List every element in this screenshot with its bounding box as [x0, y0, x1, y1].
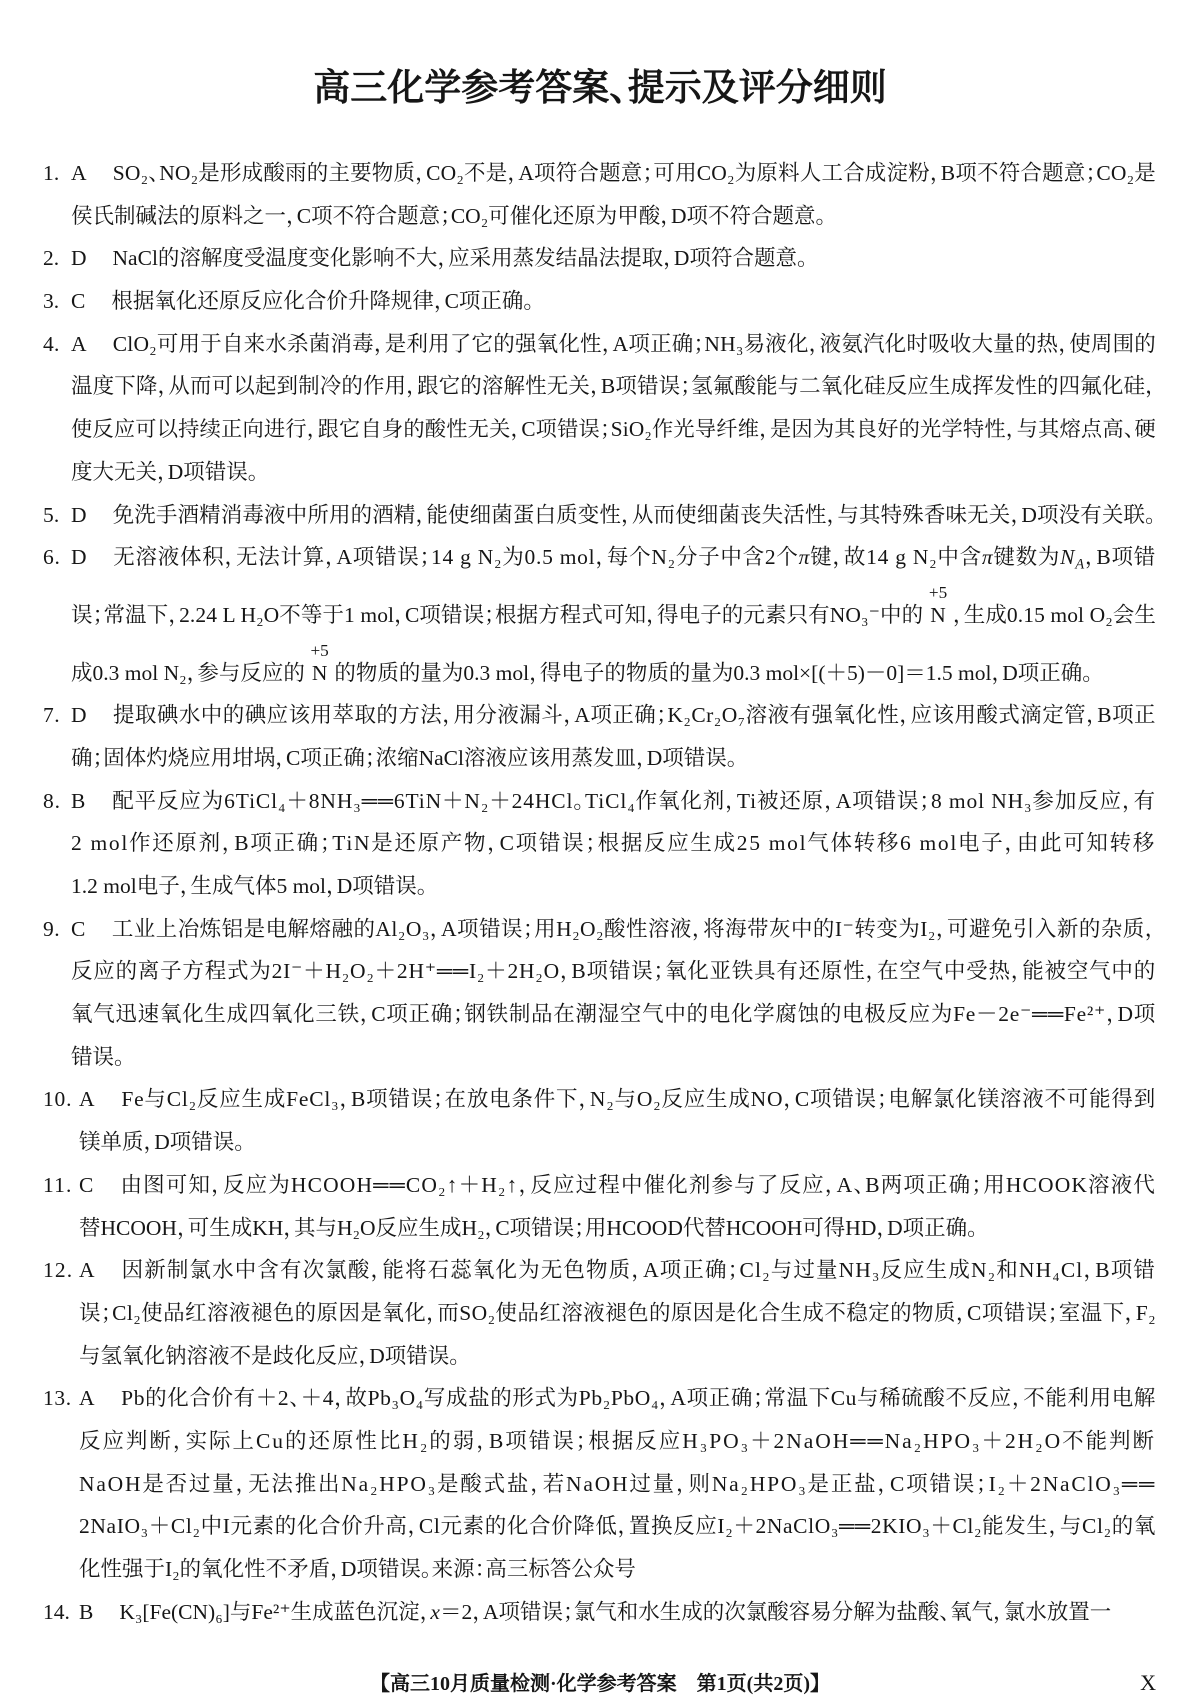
- text-run: 确；固体灼烧应用坩埚，C项正确；浓缩NaCl溶液应该用蒸发皿，D项错误。: [71, 745, 738, 770]
- answer-list: [43, 152, 1156, 1633]
- explanation-line: [43, 408, 1156, 451]
- explanation-line: [43, 908, 1156, 951]
- explanation-line: [43, 1292, 1156, 1335]
- question-number: 7.: [43, 703, 61, 728]
- explanation-line: [43, 579, 1156, 637]
- explanation-line: [43, 1420, 1156, 1463]
- answer-letter: C: [71, 916, 86, 941]
- text-run: 2NaIO₃＋Cl₂中I元素的化合价升高，Cl元素的化合价降低，置换反应I₂＋2NaClO₃══2KIO₃＋Cl₂能发生，与Cl₂的氧: [79, 1514, 1156, 1539]
- symbol-base: π: [981, 545, 994, 570]
- answer-item: [43, 1249, 1156, 1377]
- answer-letter: D: [71, 703, 87, 728]
- text-run: 由图可知，反应为HCOOH══CO₂↑＋H₂↑，反应过程中催化剂参与了反应，A、B两项正确；用HCOOK溶液代: [120, 1172, 1156, 1197]
- text-run: 与氢氧化钠溶液不是歧化反应，D项错误。: [79, 1343, 461, 1368]
- explanation-line: [43, 494, 1156, 537]
- explanation-line: [43, 1335, 1156, 1378]
- text-run: 根据氧化还原反应化合价升降规律，C项正确。: [111, 289, 535, 314]
- line-text: [43, 1591, 1112, 1634]
- line-text: [79, 1335, 460, 1378]
- explanation-line: [43, 737, 1156, 780]
- symbol-base: N: [1060, 545, 1076, 570]
- line-text: [43, 1377, 1156, 1420]
- explanation-line: [43, 280, 1156, 323]
- line-text: [79, 1207, 978, 1250]
- answer-letter: B: [79, 1599, 94, 1624]
- line-text: [71, 640, 1094, 695]
- line-text: [43, 1078, 1156, 1121]
- text-run: 度大无关，D项错误。: [71, 459, 259, 484]
- explanation-line: [43, 152, 1156, 195]
- subscript: A: [1075, 556, 1085, 573]
- line-text: [79, 1292, 1156, 1335]
- explanation-line: [43, 1505, 1156, 1548]
- line-text: [43, 237, 808, 280]
- text-run: 1.2 mol电子，生成气体5 mol，D项错误。: [71, 874, 428, 898]
- answer-letter: A: [79, 1087, 96, 1112]
- line-text: [71, 582, 1156, 637]
- answer-letter: C: [71, 289, 86, 314]
- text-run: NaCl的溶解度受温度变化影响不大，应采用蒸发结晶法提取，D项符合题意。: [112, 246, 808, 271]
- line-text: [79, 1548, 636, 1591]
- oxidation-number: +5: [928, 582, 948, 602]
- explanation-line: [43, 1548, 1156, 1591]
- text-run: 温度下降，从而可以起到制冷的作用，跟它的溶解性无关，B项错误；氢氟酸能与二氧化硅反应生成挥发性的四氟化硅，: [71, 374, 1156, 399]
- line-text: [71, 993, 1156, 1036]
- explanation-line: [43, 1377, 1156, 1420]
- line-text: [79, 1505, 1156, 1548]
- text-run: 氧气迅速氧化生成四氧化三铁，C项正确；钢铁制品在潮湿空气中的电化学腐蚀的电极反应为Fe－2e⁻══Fe²⁺，D项: [71, 1002, 1156, 1027]
- element-symbol: N: [311, 660, 328, 685]
- line-text: [43, 908, 1156, 951]
- text-run: NaOH是否过量，无法推出Na₂HPO₃是酸式盐，若NaOH过量，则Na₂HPO₃是正盐，C项错误；I₂＋2NaClO₃══: [79, 1471, 1156, 1496]
- line-text: [43, 152, 1156, 195]
- explanation-line: [43, 865, 1156, 908]
- text-run: 使反应可以持续正向进行，跟它自身的酸性无关，C项错误；SiO₂作光导纤维，是因为其良好的光学特性，与其熔点高、硬: [71, 417, 1156, 442]
- answer-letter: A: [79, 1258, 96, 1283]
- text-run: 反应判断，实际上Cu的还原性比H₂的弱，B项错误；根据反应H₃PO₃＋2NaOH══Na₂HPO₃＋2H₂O不能判断: [79, 1428, 1156, 1453]
- answer-item: [43, 494, 1156, 537]
- answer-item: [43, 694, 1156, 779]
- text-run: 键，故14 g N₂中含: [810, 545, 982, 570]
- answer-item: [43, 1591, 1156, 1634]
- explanation-line: [43, 1207, 1156, 1250]
- answer-letter: A: [79, 1386, 96, 1411]
- explanation-line: [43, 237, 1156, 280]
- question-number: 6.: [43, 545, 61, 570]
- oxidation-state-mark: [305, 640, 335, 695]
- line-text: [71, 1036, 125, 1079]
- question-number: 12.: [43, 1258, 74, 1283]
- explanation-line: [43, 1121, 1156, 1164]
- symbol: [799, 545, 811, 569]
- answer-letter: D: [71, 502, 87, 527]
- explanation-line: [43, 451, 1156, 494]
- text-run: 提取碘水中的碘应该用萃取的方法，用分液漏斗，A项正确；K₂Cr₂O₇溶液有强氧化性，应该用酸式滴定管，B项正: [112, 703, 1156, 728]
- text-run: ，B项错: [1084, 545, 1156, 570]
- line-text: [79, 1121, 245, 1164]
- text-run: 因新制氯水中含有次氯酸，能将石蕊氧化为无色物质，A项正确；Cl₂与过量NH₃反应生成N₂和NH₄Cl，B项错: [121, 1258, 1156, 1283]
- symbol: [430, 1600, 440, 1624]
- symbol: [982, 545, 994, 569]
- answer-letter: D: [71, 545, 88, 570]
- explanation-line: [43, 993, 1156, 1036]
- text-run: ClO₂可用于自来水杀菌消毒，是利用了它的强氧化性，A项正确；NH₃易液化，液氨汽化时吸收大量的热，使周围的: [112, 331, 1156, 356]
- question-number: 2.: [43, 246, 60, 271]
- answer-letter: B: [71, 788, 87, 813]
- explanation-line: [43, 1036, 1156, 1079]
- line-text: [71, 451, 259, 494]
- answer-letter: A: [71, 331, 87, 356]
- text-run: 配平反应为6TiCl₄＋8NH₃══6TiN＋N₂＋24HCl。TiCl₄作氧化剂，Ti被还原，A项错误；8 mol NH₃参加反应，有: [112, 788, 1156, 813]
- question-number: 9.: [43, 916, 61, 941]
- text-run: 免洗手酒精消毒液中所用的酒精，能使细菌蛋白质变性，从而使细菌丧失活性，与其特殊香味无关，D项没有关联。: [112, 502, 1156, 527]
- text-run: 误；Cl₂使品红溶液褪色的原因是氧化，而SO₂使品红溶液褪色的原因是化合生成不稳定的物质，C项错误；室温下，F₂: [79, 1300, 1156, 1325]
- explanation-line: [43, 195, 1156, 238]
- line-text: [43, 1249, 1156, 1292]
- line-text: [43, 323, 1156, 366]
- answer-item: [43, 1078, 1156, 1163]
- text-run: 侯氏制碱法的原料之一，C项不符合题意；CO₂可催化还原为甲酸，D项不符合题意。: [71, 203, 827, 228]
- question-number: 8.: [43, 788, 61, 813]
- page-title: 高三化学参考答案、提示及评分细则: [313, 65, 887, 109]
- text-run: 键数为: [993, 545, 1061, 570]
- answer-item: [43, 1377, 1156, 1590]
- text-run: 镁单质，D项错误。: [79, 1130, 246, 1155]
- question-number: 5.: [43, 502, 60, 527]
- explanation-line: [43, 822, 1156, 865]
- text-run: ，生成0.15 mol O₂会生: [952, 602, 1156, 627]
- symbol: [1060, 545, 1085, 573]
- line-text: [43, 1164, 1156, 1207]
- text-run: ＝2，A项错误；氯气和水生成的次氯酸容易分解为盐酸、氧气，氯水放置一: [439, 1599, 1112, 1624]
- line-text: [71, 195, 826, 238]
- oxidation-number: +5: [310, 640, 329, 660]
- text-run: 工业上冶炼铝是电解熔融的Al₂O₃，A项错误；用H₂O₂酸性溶液，将海带灰中的I⁻转变为I₂，可避免引入新的杂质，: [111, 916, 1156, 941]
- line-text: [43, 536, 1156, 579]
- answer-item: [43, 152, 1156, 237]
- answer-item: [43, 1164, 1156, 1249]
- question-number: 11.: [43, 1172, 73, 1197]
- answer-letter: D: [71, 246, 87, 271]
- explanation-line: [43, 1164, 1156, 1207]
- symbol-base: x: [430, 1599, 440, 1624]
- text-run: SO₂、NO₂是形成酸雨的主要物质，CO₂不是，A项符合题意；可用CO₂为原料人工合成淀粉，B项不符合题意；CO₂是: [112, 161, 1156, 185]
- explanation-line: [43, 1463, 1156, 1506]
- line-text: [79, 1463, 1156, 1506]
- page-footer: 【高三10月质量检测·化学参考答案 第1页(共2页)】: [380, 1673, 820, 1695]
- symbol-base: π: [798, 545, 811, 570]
- text-run: 错误。: [71, 1044, 125, 1069]
- question-number: 3.: [43, 289, 60, 314]
- line-text: [71, 865, 428, 908]
- question-number: 10.: [43, 1087, 73, 1112]
- question-number: 4.: [43, 331, 60, 356]
- explanation-line: [43, 694, 1156, 737]
- line-text: [71, 408, 1156, 451]
- text-run: 无溶液体积，无法计算，A项错误；14 g N₂为0.5 mol，每个N₂分子中含2个: [113, 545, 799, 570]
- text-run: 替HCOOH，可生成KH，其与H₂O反应生成H₂，C项错误；用HCOOD代替HCOOH可得HD，D项正确。: [79, 1215, 978, 1240]
- line-text: [71, 737, 738, 780]
- explanation-line: [43, 536, 1156, 579]
- text-run: 成0.3 mol N₂，参与反应的: [71, 660, 305, 685]
- answer-item: [43, 536, 1156, 694]
- text-run: Pb的化合价有＋2、＋4，故Pb₃O₄写成盐的形式为Pb₂PbO₄，A项正确；常温下Cu与稀硫酸不反应，不能利用电解: [121, 1386, 1156, 1411]
- explanation-line: [43, 1078, 1156, 1121]
- answer-item: [43, 780, 1156, 908]
- question-number: 1.: [43, 161, 60, 185]
- line-text: [43, 494, 1156, 537]
- explanation-line: [43, 780, 1156, 823]
- answer-letter: C: [79, 1172, 95, 1197]
- explanation-line: [43, 365, 1156, 408]
- question-number: 14.: [43, 1599, 70, 1624]
- oxidation-state-mark: [923, 582, 953, 637]
- answer-item: [43, 908, 1156, 1079]
- line-text: [71, 822, 1156, 865]
- question-number: 13.: [43, 1386, 72, 1411]
- explanation-line: [43, 950, 1156, 993]
- text-run: Fe与Cl₂反应生成FeCl₃，B项错误；在放电条件下，N₂与O₂反应生成NO，C项错误；电解氯化镁溶液不可能得到: [121, 1087, 1156, 1112]
- text-run: 化性强于I₂的氧化性不矛盾，D项错误。来源：高三标答公众号: [79, 1557, 636, 1581]
- explanation-line: [43, 637, 1156, 695]
- text-run: 的物质的量为0.3 mol，得电子的物质的量为0.3 mol×[(＋5)－0]＝1.5 mol，D项正确。: [334, 660, 1094, 685]
- answer-item: [43, 323, 1156, 494]
- line-text: [43, 780, 1156, 823]
- answer-item: [43, 280, 1156, 323]
- text-run: 误；常温下，2.24 L H₂O不等于1 mol，C项错误；根据方程式可知，得电子的元素只有NO₃⁻中的: [71, 602, 924, 627]
- line-text: [79, 1420, 1156, 1463]
- text-run: 反应的离子方程式为2I⁻＋H₂O₂＋2H⁺══I₂＋2H₂O，B项错误；氧化亚铁具有还原性，在空气中受热，能被空气中的: [71, 959, 1156, 984]
- explanation-line: [43, 1591, 1156, 1634]
- answer-item: [43, 237, 1156, 280]
- line-text: [71, 950, 1156, 993]
- element-symbol: N: [930, 602, 946, 627]
- text-run: 2 mol作还原剂，B项正确；TiN是还原产物，C项错误；根据反应生成25 mol气体转移6 mol电子，由此可知转移: [71, 831, 1156, 856]
- line-text: [43, 694, 1156, 737]
- answer-letter: A: [71, 161, 87, 185]
- footer-mark: X: [1140, 1670, 1156, 1695]
- line-text: [71, 365, 1156, 408]
- explanation-line: [43, 323, 1156, 366]
- text-run: K₃[Fe(CN)₆]与Fe²⁺生成蓝色沉淀，: [119, 1599, 431, 1624]
- explanation-line: [43, 1249, 1156, 1292]
- line-text: [43, 280, 535, 323]
